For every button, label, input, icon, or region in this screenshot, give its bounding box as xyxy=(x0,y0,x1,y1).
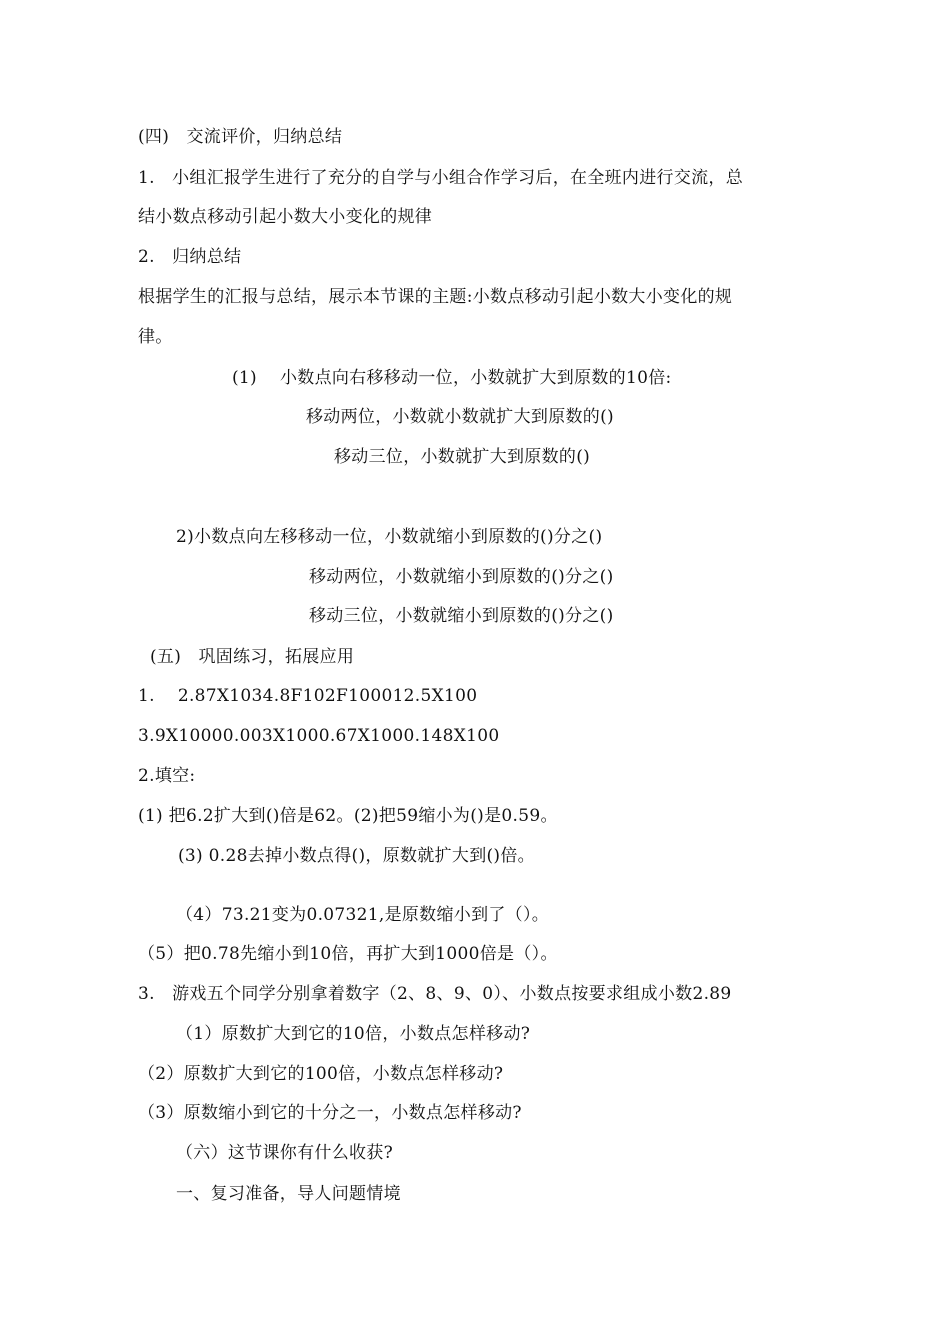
fill-blank-1-2: (1) 把6.2扩大到()倍是62。(2)把59缩小为()是0.59。 xyxy=(138,806,558,826)
exercise-3-game: 3. 游戏五个同学分别拿着数字（2、8、9、0）、小数点按要求组成小数2.89 xyxy=(138,984,732,1004)
item-1-text: 1. 小组汇报学生进行了充分的自学与小组合作学习后，在全班内进行交流，总 xyxy=(138,168,744,188)
game-question-3: （3）原数缩小到它的十分之一，小数点怎样移动? xyxy=(138,1103,522,1123)
summary-paragraph-cont: 律。 xyxy=(138,327,173,347)
item-2-text: 2. 归纳总结 xyxy=(138,247,242,267)
fill-blank-4: （4）73.21变为0.07321,是原数缩小到了（）。 xyxy=(176,905,550,925)
rule-right-1: (1) 小数点向右移移动一位，小数就扩大到原数的10倍: xyxy=(232,368,672,388)
summary-paragraph: 根据学生的汇报与总结，展示本节课的主题:小数点移动引起小数大小变化的规 xyxy=(138,287,733,307)
rule-left-2: 移动两位，小数就缩小到原数的()分之() xyxy=(309,567,614,587)
rule-right-3: 移动三位，小数就扩大到原数的() xyxy=(334,447,591,467)
review-heading: 一、复习准备，导人问题情境 xyxy=(176,1184,401,1204)
game-question-2: （2）原数扩大到它的100倍，小数点怎样移动? xyxy=(138,1064,504,1084)
fill-blank-5: （5）把0.78先缩小到10倍，再扩大到1000倍是（）。 xyxy=(138,944,558,964)
section-heading-6: （六）这节课你有什么收获? xyxy=(176,1143,394,1163)
rule-left-1: 2)小数点向左移移动一位，小数就缩小到原数的()分之() xyxy=(176,527,603,547)
game-question-1: （1）原数扩大到它的10倍，小数点怎样移动? xyxy=(176,1024,531,1044)
rule-right-2: 移动两位，小数就小数就扩大到原数的() xyxy=(306,407,614,427)
exercise-2-title: 2.填空: xyxy=(138,766,196,786)
item-1-text-cont: 结小数点移动引起小数大小变化的规律 xyxy=(138,207,433,227)
exercise-1-line-2: 3.9X10000.003X1000.67X1000.148X100 xyxy=(138,726,500,746)
exercise-1-line-1: 1. 2.87X1034.8F102F100012.5X100 xyxy=(138,686,478,706)
section-heading-4: (四) 交流评价，归纳总结 xyxy=(138,127,343,147)
fill-blank-3: (3) 0.28去掉小数点得()，原数就扩大到()倍。 xyxy=(178,846,535,866)
rule-left-3: 移动三位，小数就缩小到原数的()分之() xyxy=(309,606,614,626)
section-heading-5: (五) 巩固练习，拓展应用 xyxy=(150,647,355,667)
